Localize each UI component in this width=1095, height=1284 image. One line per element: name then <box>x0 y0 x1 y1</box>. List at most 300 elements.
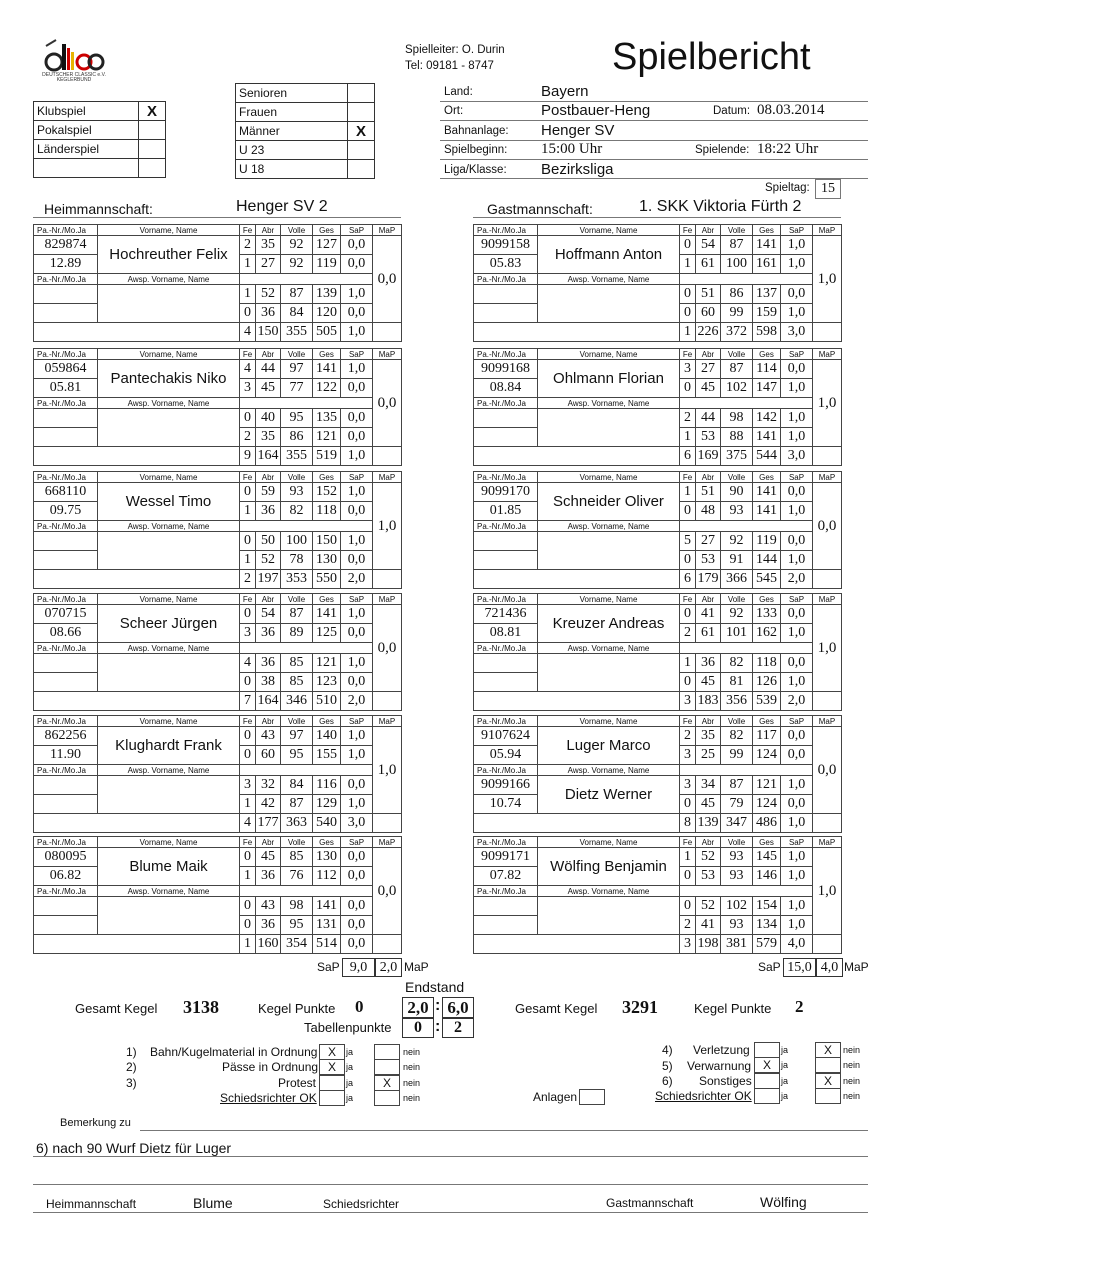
player-home-3-sap-3[interactable]: 0,0 <box>341 551 373 570</box>
mark-u18[interactable] <box>348 160 375 179</box>
player-home-4-ges-2[interactable]: 121 <box>313 654 341 673</box>
player-home-4-sub-pa[interactable] <box>34 654 98 673</box>
player-guest-2-abr-1[interactable]: 45 <box>696 379 721 398</box>
player-guest-4-sub-year[interactable] <box>474 673 538 692</box>
player-home-3-fe-1[interactable]: 1 <box>240 502 256 521</box>
player-home-3-ges-3[interactable]: 130 <box>313 551 341 570</box>
player-guest-4-sub-name[interactable] <box>538 654 680 692</box>
player-home-1-sub-pa[interactable] <box>34 285 98 304</box>
player-guest-5-year[interactable]: 05.94 <box>474 746 538 765</box>
player-home-1-fe-1[interactable]: 1 <box>240 255 256 274</box>
player-guest-2-sub-name[interactable] <box>538 409 680 447</box>
sig-guest[interactable]: Wölfing <box>760 1194 807 1210</box>
player-home-2-volle-2[interactable]: 95 <box>281 409 313 428</box>
player-home-5-abr-0[interactable]: 43 <box>256 727 281 746</box>
player-home-3-name[interactable]: Wessel Timo <box>98 483 240 521</box>
player-home-6-fe-2[interactable]: 0 <box>240 897 256 916</box>
anlagen-box[interactable] <box>579 1089 605 1105</box>
player-guest-1-sap-3[interactable]: 1,0 <box>781 304 813 323</box>
player-home-2-abr-2[interactable]: 40 <box>256 409 281 428</box>
player-home-6-name[interactable]: Blume Maik <box>98 848 240 886</box>
player-home-6-sap-2[interactable]: 0,0 <box>341 897 373 916</box>
mark-klubspiel[interactable]: X <box>139 102 166 121</box>
player-guest-2-pa-nr[interactable]: 9099168 <box>474 360 538 379</box>
player-guest-5-pa-nr[interactable]: 9107624 <box>474 727 538 746</box>
player-guest-4-volle-2[interactable]: 82 <box>721 654 753 673</box>
player-guest-2-fe-3[interactable]: 1 <box>680 428 696 447</box>
player-guest-1-sub-name[interactable] <box>538 285 680 323</box>
player-guest-3-pa-nr[interactable]: 9099170 <box>474 483 538 502</box>
player-guest-4-fe-1[interactable]: 2 <box>680 624 696 643</box>
player-home-6-abr-0[interactable]: 45 <box>256 848 281 867</box>
player-home-5-sap-3[interactable]: 1,0 <box>341 795 373 814</box>
player-home-6-ges-3[interactable]: 131 <box>313 916 341 935</box>
player-home-4-fe-0[interactable]: 0 <box>240 605 256 624</box>
player-home-5-fe-2[interactable]: 3 <box>240 776 256 795</box>
player-home-6-sap-1[interactable]: 0,0 <box>341 867 373 886</box>
player-home-2-fe-1[interactable]: 3 <box>240 379 256 398</box>
check2-nein-box[interactable] <box>374 1059 400 1075</box>
player-guest-2-ges-3[interactable]: 141 <box>753 428 781 447</box>
player-guest-2-ges-1[interactable]: 147 <box>753 379 781 398</box>
player-home-2-year[interactable]: 05.81 <box>34 379 98 398</box>
player-guest-3-volle-0[interactable]: 90 <box>721 483 753 502</box>
player-guest-2-volle-1[interactable]: 102 <box>721 379 753 398</box>
player-guest-3-ges-1[interactable]: 141 <box>753 502 781 521</box>
player-home-4-volle-0[interactable]: 87 <box>281 605 313 624</box>
player-home-6-fe-1[interactable]: 1 <box>240 867 256 886</box>
player-home-2-abr-0[interactable]: 44 <box>256 360 281 379</box>
player-home-3-volle-2[interactable]: 100 <box>281 532 313 551</box>
player-guest-1-abr-2[interactable]: 51 <box>696 285 721 304</box>
player-guest-4-year[interactable]: 08.81 <box>474 624 538 643</box>
player-guest-6-fe-1[interactable]: 0 <box>680 867 696 886</box>
player-guest-1-volle-1[interactable]: 100 <box>721 255 753 274</box>
player-home-5-volle-0[interactable]: 97 <box>281 727 313 746</box>
player-home-1-ges-2[interactable]: 139 <box>313 285 341 304</box>
player-guest-3-name[interactable]: Schneider Oliver <box>538 483 680 521</box>
player-home-6-abr-1[interactable]: 36 <box>256 867 281 886</box>
player-home-2-sap-1[interactable]: 0,0 <box>341 379 373 398</box>
player-guest-3-sub-year[interactable] <box>474 551 538 570</box>
player-home-6-volle-2[interactable]: 98 <box>281 897 313 916</box>
player-home-4-name[interactable]: Scheer Jürgen <box>98 605 240 643</box>
player-guest-2-sap-1[interactable]: 1,0 <box>781 379 813 398</box>
player-guest-6-ges-1[interactable]: 146 <box>753 867 781 886</box>
player-home-4-sub-year[interactable] <box>34 673 98 692</box>
player-guest-1-volle-2[interactable]: 86 <box>721 285 753 304</box>
player-guest-6-abr-0[interactable]: 52 <box>696 848 721 867</box>
mark-frauen[interactable] <box>348 103 375 122</box>
player-home-5-ges-2[interactable]: 116 <box>313 776 341 795</box>
player-home-2-pa-nr[interactable]: 059864 <box>34 360 98 379</box>
player-home-2-volle-1[interactable]: 77 <box>281 379 313 398</box>
player-guest-4-ges-1[interactable]: 162 <box>753 624 781 643</box>
player-guest-6-sap-0[interactable]: 1,0 <box>781 848 813 867</box>
player-guest-3-ges-0[interactable]: 141 <box>753 483 781 502</box>
player-guest-6-sub-year[interactable] <box>474 916 538 935</box>
player-home-2-sub-name[interactable] <box>98 409 240 447</box>
player-guest-5-sap-2[interactable]: 1,0 <box>781 776 813 795</box>
sig-home[interactable]: Blume <box>193 1195 233 1211</box>
player-guest-1-volle-0[interactable]: 87 <box>721 236 753 255</box>
player-home-5-sap-0[interactable]: 1,0 <box>341 727 373 746</box>
player-guest-5-sap-3[interactable]: 0,0 <box>781 795 813 814</box>
player-guest-6-sap-3[interactable]: 1,0 <box>781 916 813 935</box>
player-home-6-volle-3[interactable]: 95 <box>281 916 313 935</box>
player-guest-5-name[interactable]: Luger Marco <box>538 727 680 765</box>
player-home-5-ges-3[interactable]: 129 <box>313 795 341 814</box>
player-home-6-ges-0[interactable]: 130 <box>313 848 341 867</box>
player-home-2-ges-2[interactable]: 135 <box>313 409 341 428</box>
player-home-1-volle-0[interactable]: 92 <box>281 236 313 255</box>
player-guest-4-fe-2[interactable]: 1 <box>680 654 696 673</box>
player-home-4-year[interactable]: 08.66 <box>34 624 98 643</box>
player-home-6-ges-2[interactable]: 141 <box>313 897 341 916</box>
player-home-1-abr-1[interactable]: 27 <box>256 255 281 274</box>
player-home-1-sap-3[interactable]: 0,0 <box>341 304 373 323</box>
player-home-1-volle-2[interactable]: 87 <box>281 285 313 304</box>
player-guest-4-abr-1[interactable]: 61 <box>696 624 721 643</box>
liga-value[interactable]: Bezirksliga <box>541 161 614 178</box>
player-guest-2-sub-pa[interactable] <box>474 409 538 428</box>
player-guest-1-abr-1[interactable]: 61 <box>696 255 721 274</box>
player-home-2-ges-0[interactable]: 141 <box>313 360 341 379</box>
player-guest-6-volle-2[interactable]: 102 <box>721 897 753 916</box>
player-home-1-name[interactable]: Hochreuther Felix <box>98 236 240 274</box>
player-home-2-ges-1[interactable]: 122 <box>313 379 341 398</box>
player-home-4-fe-3[interactable]: 0 <box>240 673 256 692</box>
player-guest-5-abr-3[interactable]: 45 <box>696 795 721 814</box>
land-value[interactable]: Bayern <box>541 83 589 100</box>
mark-laenderspiel[interactable] <box>139 140 166 159</box>
player-guest-6-ges-3[interactable]: 134 <box>753 916 781 935</box>
player-guest-5-sap-0[interactable]: 0,0 <box>781 727 813 746</box>
player-home-1-sap-1[interactable]: 0,0 <box>341 255 373 274</box>
player-home-3-fe-0[interactable]: 0 <box>240 483 256 502</box>
player-guest-3-fe-3[interactable]: 0 <box>680 551 696 570</box>
player-guest-3-abr-0[interactable]: 51 <box>696 483 721 502</box>
player-home-2-name[interactable]: Pantechakis Niko <box>98 360 240 398</box>
player-home-1-abr-3[interactable]: 36 <box>256 304 281 323</box>
check2-ja-box[interactable]: X <box>319 1059 345 1075</box>
player-guest-3-fe-2[interactable]: 5 <box>680 532 696 551</box>
player-guest-4-volle-0[interactable]: 92 <box>721 605 753 624</box>
player-home-2-volle-3[interactable]: 86 <box>281 428 313 447</box>
player-guest-1-abr-3[interactable]: 60 <box>696 304 721 323</box>
player-home-6-sub-pa[interactable] <box>34 897 98 916</box>
player-guest-1-pa-nr[interactable]: 9099158 <box>474 236 538 255</box>
player-guest-4-abr-2[interactable]: 36 <box>696 654 721 673</box>
player-guest-6-fe-3[interactable]: 2 <box>680 916 696 935</box>
check-sr2-ja-box[interactable] <box>754 1088 780 1104</box>
player-home-3-sap-1[interactable]: 0,0 <box>341 502 373 521</box>
player-guest-3-sap-3[interactable]: 1,0 <box>781 551 813 570</box>
player-home-2-fe-2[interactable]: 0 <box>240 409 256 428</box>
check3-nein-box[interactable]: X <box>374 1075 400 1091</box>
player-home-2-sap-0[interactable]: 1,0 <box>341 360 373 379</box>
player-guest-6-volle-0[interactable]: 93 <box>721 848 753 867</box>
player-guest-3-sub-pa[interactable] <box>474 532 538 551</box>
remark-text[interactable]: 6) nach 90 Wurf Dietz für Luger <box>36 1140 232 1156</box>
check5-ja-box[interactable]: X <box>754 1057 780 1073</box>
player-home-4-abr-2[interactable]: 36 <box>256 654 281 673</box>
player-home-3-volle-1[interactable]: 82 <box>281 502 313 521</box>
player-home-1-fe-3[interactable]: 0 <box>240 304 256 323</box>
player-guest-3-sap-0[interactable]: 0,0 <box>781 483 813 502</box>
ort-value[interactable]: Postbauer-Heng <box>541 102 651 119</box>
player-guest-2-abr-0[interactable]: 27 <box>696 360 721 379</box>
player-guest-5-ges-1[interactable]: 124 <box>753 746 781 765</box>
player-home-4-ges-1[interactable]: 125 <box>313 624 341 643</box>
player-guest-6-sap-1[interactable]: 1,0 <box>781 867 813 886</box>
player-guest-6-pa-nr[interactable]: 9099171 <box>474 848 538 867</box>
player-guest-4-pa-nr[interactable]: 721436 <box>474 605 538 624</box>
player-guest-4-ges-2[interactable]: 118 <box>753 654 781 673</box>
player-home-6-abr-2[interactable]: 43 <box>256 897 281 916</box>
player-home-1-volle-1[interactable]: 92 <box>281 255 313 274</box>
bahnanlage-value[interactable]: Henger SV <box>541 122 615 139</box>
player-guest-1-fe-0[interactable]: 0 <box>680 236 696 255</box>
player-guest-6-ges-2[interactable]: 154 <box>753 897 781 916</box>
player-home-3-year[interactable]: 09.75 <box>34 502 98 521</box>
player-guest-3-volle-1[interactable]: 93 <box>721 502 753 521</box>
player-home-5-abr-3[interactable]: 42 <box>256 795 281 814</box>
player-home-4-sub-name[interactable] <box>98 654 240 692</box>
player-home-2-ges-3[interactable]: 121 <box>313 428 341 447</box>
player-guest-5-fe-0[interactable]: 2 <box>680 727 696 746</box>
player-guest-5-sub-year[interactable]: 10.74 <box>474 795 538 814</box>
player-guest-1-year[interactable]: 05.83 <box>474 255 538 274</box>
player-guest-4-sap-1[interactable]: 1,0 <box>781 624 813 643</box>
player-home-3-sub-pa[interactable] <box>34 532 98 551</box>
player-guest-5-fe-1[interactable]: 3 <box>680 746 696 765</box>
player-guest-4-fe-3[interactable]: 0 <box>680 673 696 692</box>
player-home-4-sap-3[interactable]: 0,0 <box>341 673 373 692</box>
check1-ja-box[interactable]: X <box>319 1044 345 1060</box>
player-home-3-abr-3[interactable]: 52 <box>256 551 281 570</box>
player-guest-1-fe-3[interactable]: 0 <box>680 304 696 323</box>
player-guest-1-sub-pa[interactable] <box>474 285 538 304</box>
player-home-5-sub-name[interactable] <box>98 776 240 814</box>
player-guest-1-fe-1[interactable]: 1 <box>680 255 696 274</box>
player-home-1-ges-3[interactable]: 120 <box>313 304 341 323</box>
player-guest-3-volle-2[interactable]: 92 <box>721 532 753 551</box>
player-home-3-volle-3[interactable]: 78 <box>281 551 313 570</box>
player-home-1-fe-2[interactable]: 1 <box>240 285 256 304</box>
player-guest-2-sap-2[interactable]: 1,0 <box>781 409 813 428</box>
player-guest-1-volle-3[interactable]: 99 <box>721 304 753 323</box>
check6-ja-box[interactable] <box>754 1073 780 1089</box>
player-guest-3-fe-0[interactable]: 1 <box>680 483 696 502</box>
player-guest-5-abr-0[interactable]: 35 <box>696 727 721 746</box>
player-home-1-year[interactable]: 12.89 <box>34 255 98 274</box>
player-guest-1-abr-0[interactable]: 54 <box>696 236 721 255</box>
player-guest-1-ges-3[interactable]: 159 <box>753 304 781 323</box>
player-guest-4-abr-3[interactable]: 45 <box>696 673 721 692</box>
player-guest-4-volle-3[interactable]: 81 <box>721 673 753 692</box>
home-team-name[interactable]: Henger SV 2 <box>236 198 328 215</box>
player-guest-3-fe-1[interactable]: 0 <box>680 502 696 521</box>
player-home-5-fe-0[interactable]: 0 <box>240 727 256 746</box>
player-home-3-ges-2[interactable]: 150 <box>313 532 341 551</box>
player-home-5-volle-2[interactable]: 84 <box>281 776 313 795</box>
mark-u23[interactable] <box>348 141 375 160</box>
player-guest-6-ges-0[interactable]: 145 <box>753 848 781 867</box>
player-home-4-abr-1[interactable]: 36 <box>256 624 281 643</box>
player-home-6-sub-year[interactable] <box>34 916 98 935</box>
player-guest-6-volle-1[interactable]: 93 <box>721 867 753 886</box>
player-guest-2-sub-year[interactable] <box>474 428 538 447</box>
player-home-2-sap-2[interactable]: 0,0 <box>341 409 373 428</box>
player-guest-5-sub-name[interactable]: Dietz Werner <box>538 776 680 814</box>
player-guest-4-name[interactable]: Kreuzer Andreas <box>538 605 680 643</box>
player-home-2-fe-3[interactable]: 2 <box>240 428 256 447</box>
check-sr2-nein-box[interactable] <box>815 1088 841 1104</box>
player-guest-4-sub-pa[interactable] <box>474 654 538 673</box>
check4-nein-box[interactable]: X <box>815 1042 841 1058</box>
player-home-6-fe-3[interactable]: 0 <box>240 916 256 935</box>
player-guest-5-volle-0[interactable]: 82 <box>721 727 753 746</box>
player-guest-5-volle-1[interactable]: 99 <box>721 746 753 765</box>
player-home-2-sap-3[interactable]: 0,0 <box>341 428 373 447</box>
player-guest-5-volle-3[interactable]: 79 <box>721 795 753 814</box>
player-home-4-volle-3[interactable]: 85 <box>281 673 313 692</box>
spielbeginn-value[interactable]: 15:00 Uhr <box>541 141 603 157</box>
player-guest-3-sap-2[interactable]: 0,0 <box>781 532 813 551</box>
player-home-2-sub-pa[interactable] <box>34 409 98 428</box>
player-home-6-sap-0[interactable]: 0,0 <box>341 848 373 867</box>
player-home-1-fe-0[interactable]: 2 <box>240 236 256 255</box>
player-home-4-volle-1[interactable]: 89 <box>281 624 313 643</box>
player-home-3-sap-2[interactable]: 1,0 <box>341 532 373 551</box>
player-home-5-abr-2[interactable]: 32 <box>256 776 281 795</box>
player-home-5-pa-nr[interactable]: 862256 <box>34 727 98 746</box>
player-home-5-volle-1[interactable]: 95 <box>281 746 313 765</box>
player-guest-6-abr-2[interactable]: 52 <box>696 897 721 916</box>
player-guest-2-volle-0[interactable]: 87 <box>721 360 753 379</box>
player-home-1-sub-name[interactable] <box>98 285 240 323</box>
player-guest-6-sub-pa[interactable] <box>474 897 538 916</box>
player-guest-2-volle-2[interactable]: 98 <box>721 409 753 428</box>
player-guest-4-abr-0[interactable]: 41 <box>696 605 721 624</box>
player-home-5-ges-0[interactable]: 140 <box>313 727 341 746</box>
player-guest-4-sap-0[interactable]: 0,0 <box>781 605 813 624</box>
check-sr-ja-box[interactable] <box>319 1090 345 1106</box>
player-home-1-sap-2[interactable]: 1,0 <box>341 285 373 304</box>
player-home-6-volle-0[interactable]: 85 <box>281 848 313 867</box>
player-guest-5-sub-pa[interactable]: 9099166 <box>474 776 538 795</box>
player-guest-6-volle-3[interactable]: 93 <box>721 916 753 935</box>
player-guest-5-ges-3[interactable]: 124 <box>753 795 781 814</box>
player-guest-1-sap-2[interactable]: 0,0 <box>781 285 813 304</box>
player-home-2-sub-year[interactable] <box>34 428 98 447</box>
player-home-4-volle-2[interactable]: 85 <box>281 654 313 673</box>
player-guest-3-sub-name[interactable] <box>538 532 680 570</box>
player-guest-1-fe-2[interactable]: 0 <box>680 285 696 304</box>
player-home-6-sap-3[interactable]: 0,0 <box>341 916 373 935</box>
player-home-6-pa-nr[interactable]: 080095 <box>34 848 98 867</box>
player-home-5-sap-1[interactable]: 1,0 <box>341 746 373 765</box>
player-home-1-volle-3[interactable]: 84 <box>281 304 313 323</box>
player-guest-1-sap-0[interactable]: 1,0 <box>781 236 813 255</box>
player-guest-4-ges-3[interactable]: 126 <box>753 673 781 692</box>
player-guest-2-fe-0[interactable]: 3 <box>680 360 696 379</box>
guest-team-name[interactable]: 1. SKK Viktoria Fürth 2 <box>639 198 802 215</box>
player-guest-2-fe-2[interactable]: 2 <box>680 409 696 428</box>
player-home-2-abr-1[interactable]: 45 <box>256 379 281 398</box>
player-guest-2-fe-1[interactable]: 0 <box>680 379 696 398</box>
player-home-4-ges-3[interactable]: 123 <box>313 673 341 692</box>
spielende-value[interactable]: 18:22 Uhr <box>757 141 819 157</box>
player-home-4-fe-1[interactable]: 3 <box>240 624 256 643</box>
player-guest-2-abr-2[interactable]: 44 <box>696 409 721 428</box>
player-home-5-sub-year[interactable] <box>34 795 98 814</box>
player-guest-6-sub-name[interactable] <box>538 897 680 935</box>
player-home-5-fe-3[interactable]: 1 <box>240 795 256 814</box>
player-guest-1-sap-1[interactable]: 1,0 <box>781 255 813 274</box>
player-guest-3-abr-3[interactable]: 53 <box>696 551 721 570</box>
player-home-3-sub-year[interactable] <box>34 551 98 570</box>
player-guest-1-ges-0[interactable]: 141 <box>753 236 781 255</box>
player-guest-6-abr-1[interactable]: 53 <box>696 867 721 886</box>
player-guest-1-ges-2[interactable]: 137 <box>753 285 781 304</box>
player-guest-2-sap-0[interactable]: 0,0 <box>781 360 813 379</box>
player-home-1-abr-0[interactable]: 35 <box>256 236 281 255</box>
player-home-5-year[interactable]: 11.90 <box>34 746 98 765</box>
player-guest-4-sap-3[interactable]: 1,0 <box>781 673 813 692</box>
player-home-4-sap-0[interactable]: 1,0 <box>341 605 373 624</box>
player-guest-4-fe-0[interactable]: 0 <box>680 605 696 624</box>
player-home-6-year[interactable]: 06.82 <box>34 867 98 886</box>
player-guest-6-abr-3[interactable]: 41 <box>696 916 721 935</box>
player-guest-4-sap-2[interactable]: 0,0 <box>781 654 813 673</box>
player-home-2-fe-0[interactable]: 4 <box>240 360 256 379</box>
player-home-4-sap-1[interactable]: 0,0 <box>341 624 373 643</box>
player-guest-5-fe-3[interactable]: 0 <box>680 795 696 814</box>
player-guest-6-sap-2[interactable]: 1,0 <box>781 897 813 916</box>
player-guest-5-abr-2[interactable]: 34 <box>696 776 721 795</box>
mark-maenner[interactable]: X <box>348 122 375 141</box>
player-home-6-volle-1[interactable]: 76 <box>281 867 313 886</box>
player-guest-5-abr-1[interactable]: 25 <box>696 746 721 765</box>
player-guest-2-sap-3[interactable]: 1,0 <box>781 428 813 447</box>
player-home-3-abr-1[interactable]: 36 <box>256 502 281 521</box>
player-guest-1-sub-year[interactable] <box>474 304 538 323</box>
player-guest-2-volle-3[interactable]: 88 <box>721 428 753 447</box>
mark-senioren[interactable] <box>348 84 375 103</box>
player-home-6-ges-1[interactable]: 112 <box>313 867 341 886</box>
player-home-4-abr-3[interactable]: 38 <box>256 673 281 692</box>
player-guest-5-ges-0[interactable]: 117 <box>753 727 781 746</box>
player-home-3-sap-0[interactable]: 1,0 <box>341 483 373 502</box>
player-guest-4-ges-0[interactable]: 133 <box>753 605 781 624</box>
player-guest-5-fe-2[interactable]: 3 <box>680 776 696 795</box>
player-home-5-sap-2[interactable]: 0,0 <box>341 776 373 795</box>
player-home-3-pa-nr[interactable]: 668110 <box>34 483 98 502</box>
player-home-4-ges-0[interactable]: 141 <box>313 605 341 624</box>
player-home-3-sub-name[interactable] <box>98 532 240 570</box>
player-home-5-sub-pa[interactable] <box>34 776 98 795</box>
check4-ja-box[interactable] <box>754 1042 780 1058</box>
player-home-4-fe-2[interactable]: 4 <box>240 654 256 673</box>
player-home-3-fe-3[interactable]: 1 <box>240 551 256 570</box>
player-guest-2-abr-3[interactable]: 53 <box>696 428 721 447</box>
player-guest-6-fe-0[interactable]: 1 <box>680 848 696 867</box>
player-home-6-fe-0[interactable]: 0 <box>240 848 256 867</box>
mark-pokalspiel[interactable] <box>139 121 166 140</box>
player-home-5-ges-1[interactable]: 155 <box>313 746 341 765</box>
